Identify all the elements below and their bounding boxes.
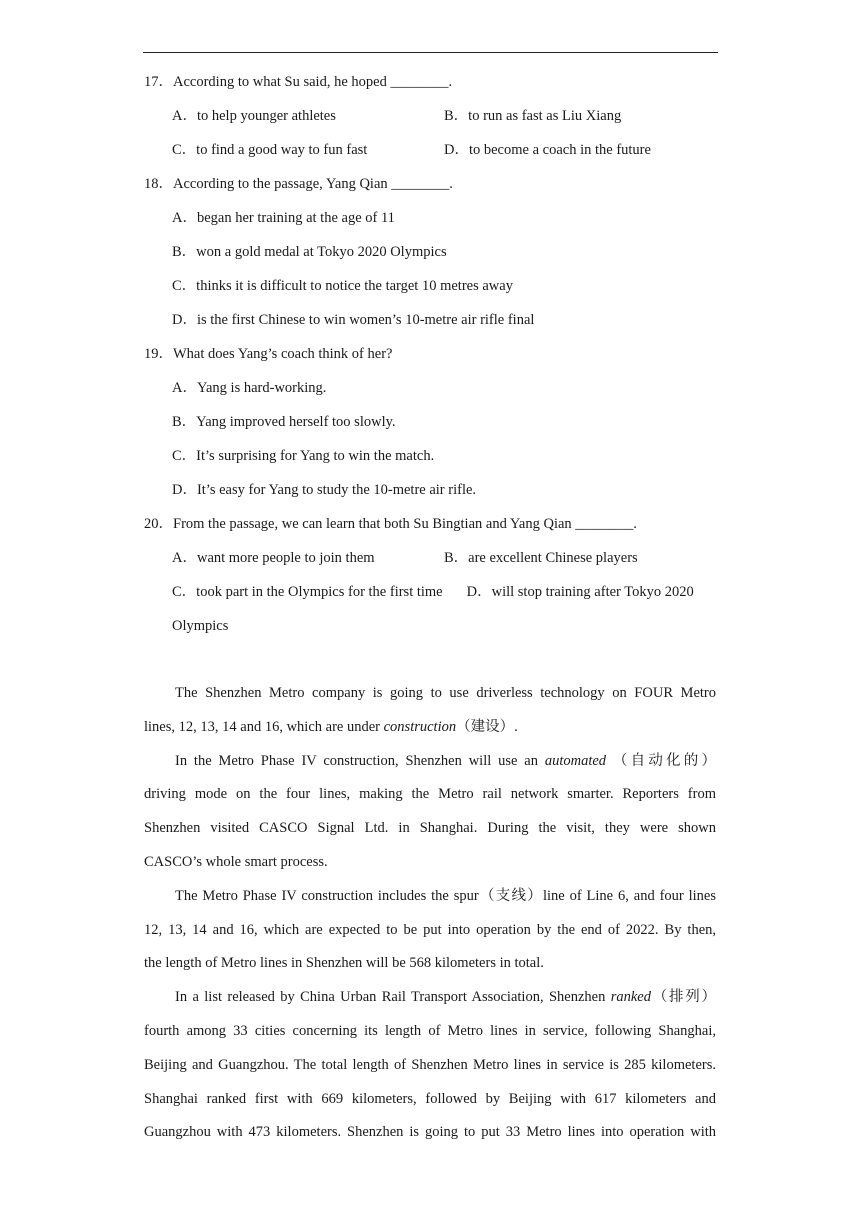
passage-line: The Metro Phase IV construction includes the spur（支线）line of Line 6, and four lines	[175, 887, 716, 904]
option-17-a: A．to help younger athletes	[172, 108, 336, 124]
passage-line	[144, 711, 716, 745]
passage-line: the length of Metro lines in Shenzhen will be 568 kilometers in total.	[144, 955, 544, 972]
option-18-a: A．began her training at the age of 11	[172, 210, 395, 226]
option-20-c: C．took part in the Olympics for the first time	[172, 584, 443, 600]
passage-italic-term: ranked	[610, 989, 651, 1006]
option-19-d: D．It’s easy for Yang to study the 10-metre air rifle.	[172, 482, 477, 498]
option-18-d: D．is the first Chinese to win women’s 10-metre air rifle final	[172, 312, 535, 328]
passage-text: （自动化的）	[606, 752, 717, 769]
question-17-options-row-2	[144, 133, 716, 167]
passage-text: In the Metro Phase IV construction, Shenzhen will use an	[175, 752, 545, 769]
header-rule	[143, 52, 718, 53]
passage-text: （建设）.	[456, 718, 518, 735]
passage-paragraph-1	[144, 677, 716, 745]
passage-text: lines, 12, 13, 14 and 16, which are under	[144, 718, 384, 735]
passage-italic-term: construction	[383, 718, 457, 735]
passage-text: （排列）	[650, 989, 717, 1006]
passage-paragraph-2	[144, 745, 716, 880]
option-19-b: B．Yang improved herself too slowly.	[172, 414, 396, 430]
question-19-stem: 19．What does Yang’s coach think of her?	[144, 346, 393, 362]
passage-line: Shenzhen visited CASCO Signal Ltd. in Shanghai. During the visit, they were shown	[144, 820, 716, 837]
passage-line: fourth among 33 cities concerning its length of Metro lines in service, following Shanghai,	[144, 1022, 716, 1039]
passage-paragraph-3	[144, 880, 716, 981]
option-18-c: C．thinks it is difficult to notice the target 10 metres away	[172, 278, 513, 294]
option-18-b: B．won a gold medal at Tokyo 2020 Olympics	[172, 244, 447, 260]
passage-line	[144, 745, 716, 779]
question-20-stem: 20．From the passage, we can learn that both Su Bingtian and Yang Qian ________.	[144, 516, 637, 532]
passage-line: The Shenzhen Metro company is going to use driverless technology on FOUR Metro	[175, 685, 716, 701]
question-20-options-row-1	[144, 541, 716, 575]
option-17-b: B．to run as fast as Liu Xiang	[444, 108, 622, 124]
section-gap	[144, 643, 716, 677]
passage-line: driving mode on the four lines, making the Metro rail network smarter. Reporters from	[144, 786, 716, 803]
question-20-options-row-2	[144, 575, 716, 609]
option-19-a: A．Yang is hard-working.	[172, 380, 327, 396]
reading-passage	[144, 677, 716, 1150]
passage-text: In a list released by China Urban Rail Transport Association, Shenzhen	[175, 989, 611, 1006]
option-19-c: C．It’s surprising for Yang to win the match.	[172, 448, 435, 464]
document-body	[144, 65, 716, 1150]
option-20-a: A．want more people to join them	[172, 550, 375, 566]
passage-paragraph-4	[144, 981, 716, 1150]
question-17-options-row-1	[144, 99, 716, 133]
passage-italic-term: automated	[544, 752, 607, 769]
option-20-d-continued: Olympics	[172, 618, 229, 634]
option-17-d: D．to become a coach in the future	[444, 142, 651, 158]
question-17-stem: 17．According to what Su said, he hoped ________.	[144, 74, 453, 90]
passage-line: Beijing and Guangzhou. The total length of Shenzhen Metro lines in service is 285 kilometers.	[144, 1056, 716, 1073]
option-20-d: D．will stop training after Tokyo 2020	[466, 584, 694, 600]
option-20-b: B．are excellent Chinese players	[444, 550, 638, 566]
passage-line: Shanghai ranked first with 669 kilometers, followed by Beijing with 617 kilometers and	[144, 1090, 716, 1107]
passage-line: Guangzhou with 473 kilometers. Shenzhen is going to put 33 Metro lines into operation with	[144, 1124, 716, 1141]
option-17-c: C．to find a good way to fun fast	[172, 142, 368, 158]
question-18-stem: 18．According to the passage, Yang Qian ________.	[144, 176, 453, 192]
passage-line: 12, 13, 14 and 16, which are expected to be put into operation by the end of 2022. By then,	[144, 921, 716, 938]
passage-line: CASCO’s whole smart process.	[144, 853, 328, 870]
passage-line	[144, 981, 716, 1015]
